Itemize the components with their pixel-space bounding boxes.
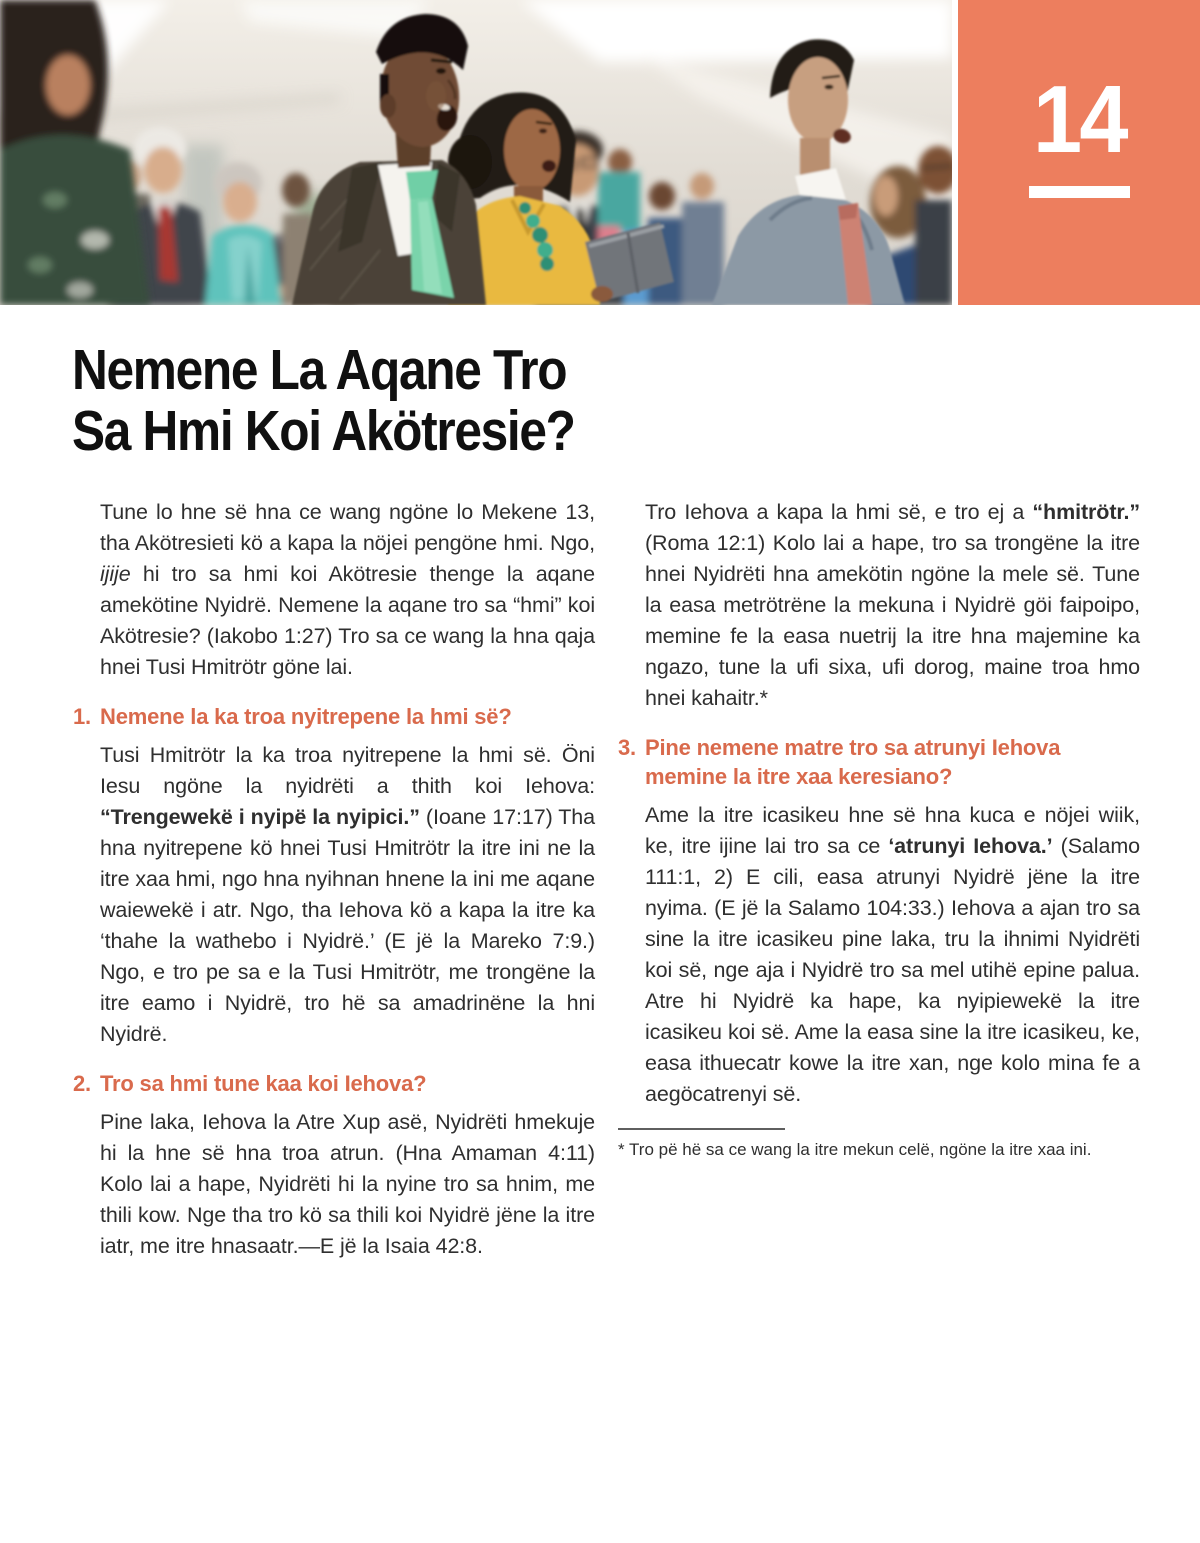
question-3-number: 3.: [618, 735, 636, 760]
page-title-line2: Sa Hmi Koi Akötresie?: [72, 399, 575, 463]
question-3: [618, 733, 1140, 791]
lesson-number-underline: [1029, 186, 1130, 198]
paragraph-2: Pine laka, Iehova la Atre Xup asë, Nyidrëti hmekuje hi la hne së hna troa atrun. (Hna Amaman 4:11) Kolo lai a hape, Nyidrëti hi la nyine tro sa hnim, me thili kow. Nge tha tro kö sa thili koi Nyidrë jëne la itre iatr, me itre hnasaatr.—E jë la Isaia 42:8.: [100, 1110, 595, 1258]
footnote-text: * Tro pë hë sa ce wang la itre mekun celë, ngöne la itre xaa ini.: [618, 1140, 1092, 1159]
congregation-photo: [0, 0, 952, 305]
question-2-number: 2.: [73, 1071, 91, 1096]
page-header: [0, 0, 1200, 305]
paragraph-3: Tro Iehova a kapa la hmi së, e tro ej a “hmitrötr.” (Roma 12:1) Kolo lai a hape, tro sa trongëne la itre hnei Nyidrëti hna amekötin ngöne la mele së. Tune la easa metrötrëne la mekuna i Nyidrë göi faipoipo, memine fe la easa nuetrij la itre hna majemine ka ngazo, tune la ufi sixa, ufi dorog, maine troa hmo hnei kahaitr.*: [645, 500, 1140, 710]
lesson-number-block: [958, 0, 1200, 305]
intro-paragraph: Tune lo hne së hna ce wang ngöne lo Mekene 13, tha Akötresieti kö a kapa la nöjei pengöne hmi. Ngo, ijije hi tro sa hmi koi Akötresie thenge la aqane amekötine Nyidrë. Nemene la aqane tro sa “hmi” koi Akötresie? (Iakobo 1:27) Tro sa ce wang la hna qaja hnei Tusi Hmitrötr göne lai.: [100, 500, 595, 679]
left-column: [73, 497, 595, 1262]
question-1: [73, 702, 595, 731]
congregation-photo-illustration: [0, 0, 952, 305]
right-column: [618, 497, 1140, 1161]
paragraph-1: Tusi Hmitrötr la ka troa nyitrepene la hmi së. Öni Iesu ngöne la nyidrëti a thith koi Iehova: “Trengewekë i nyipë la nyipici.” (Ioane 17:17) Tha hna nyitrepene kö hnei Tusi Hmitrötr la itre ini ne la itre xaa hmi, ngo hna nyihnan hnene la ini me aqane waiewekë i atr. Ngo, tha Iehova kö a kapa la itre ka ‘thahe la wathebo i Nyidrë.’ (E jë la Mareko 7:9.) Ngo, e tro pe sa e la Tusi Hmitrötr, me trongëne la itre eamo i Nyidrë, tro hë sa amadrinëne la hni Nyidrë.: [100, 743, 595, 1046]
question-2-text: Tro sa hmi tune kaa koi Iehova?: [100, 1071, 427, 1096]
question-1-number: 1.: [73, 704, 91, 729]
paragraph-4: Ame la itre icasikeu hne së hna kuca e nöjei wiik, ke, itre ijine lai tro sa ce ‘atrunyi Iehova.’ (Salamo 111:1, 2) E cili, easa atrunyi Nyidrë jëne la itre nyima. (E jë la Salamo 104:33.) Iehova a ajan tro sa sine la itre icasikeu pine laka, tru la ihnimi Nyidrëti koi së, nge aja i Nyidrë tro sa mel utihë epine palua. Atre hi Nyidrë ka hape, ka nyipiewekë la itre icasikeu koi së. Ame la easa sine la itre icasikeu, ke, easa ithuecatr kowe la itre xan, nge kolo mina fe a aegöcatrenyi së.: [645, 803, 1140, 1106]
question-1-text: Nemene la ka troa nyitrepene la hmi së?: [100, 704, 512, 729]
page-title: [72, 340, 681, 462]
lesson-number: 14: [1032, 66, 1126, 173]
question-3-text: Pine nemene matre tro sa atrunyi Iehova memine la itre xaa keresiano?: [645, 735, 1061, 789]
question-2: [73, 1069, 595, 1098]
page-title-line1: Nemene La Aqane Tro: [72, 338, 567, 402]
footnote-divider: [618, 1128, 785, 1130]
